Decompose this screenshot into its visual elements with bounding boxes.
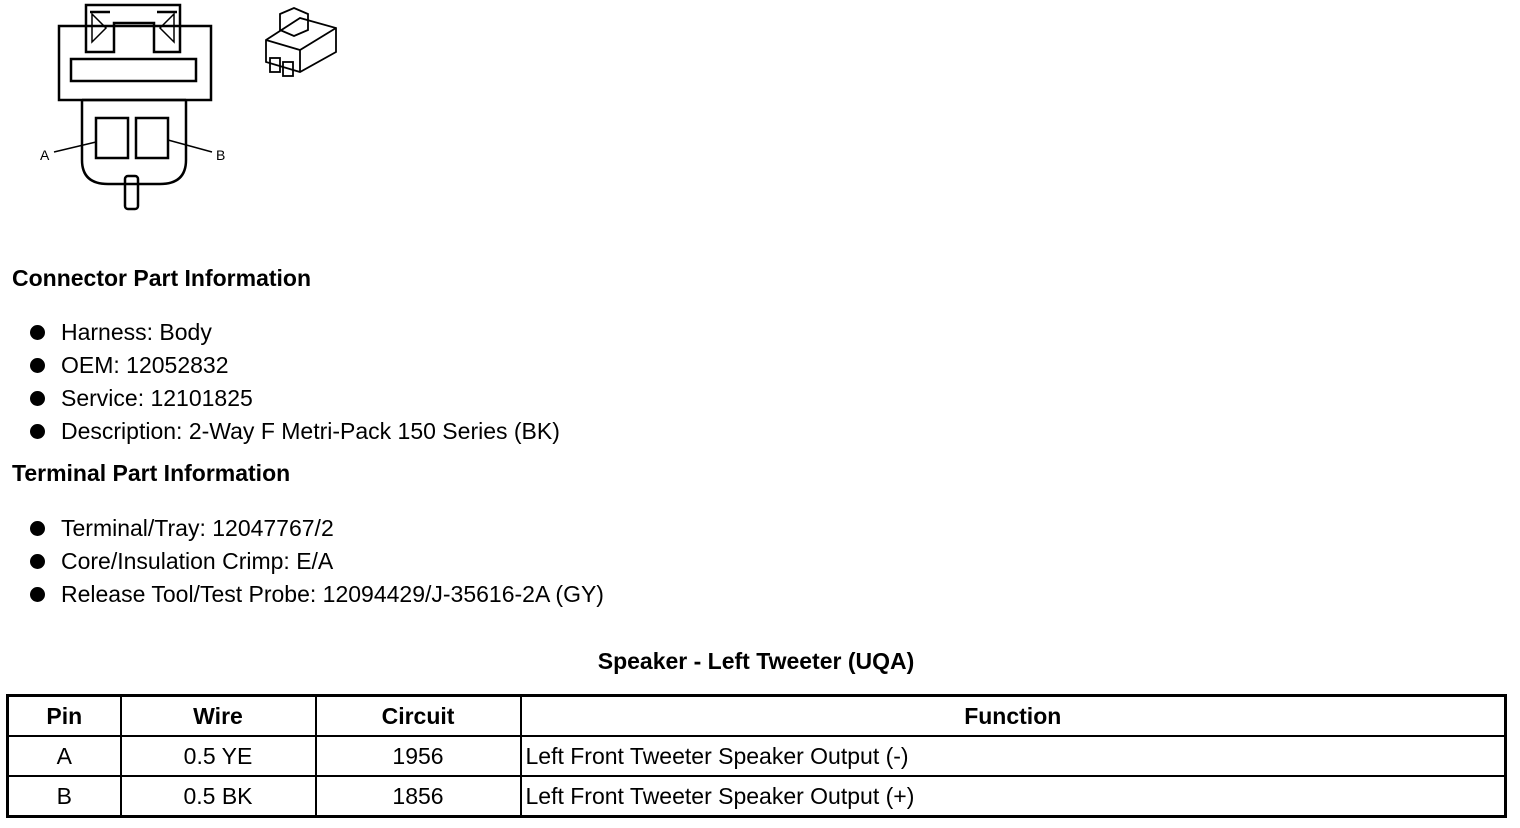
table-title: Speaker - Left Tweeter (UQA)	[597, 648, 915, 674]
bullet-icon	[30, 587, 45, 602]
list-item-text: Release Tool/Test Probe: 12094429/J-35616-2A (GY)	[61, 581, 604, 607]
cell-pin: A	[8, 736, 121, 776]
terminal-part-heading: Terminal Part Information	[12, 460, 291, 486]
cell-wire: 0.5 YE	[121, 736, 316, 776]
list-item	[30, 545, 604, 578]
table-header-row	[8, 696, 1506, 737]
pin-label-a: A	[40, 147, 50, 163]
list-item	[30, 512, 604, 545]
table-row	[8, 776, 1506, 817]
list-item	[30, 415, 560, 448]
cell-function: Left Front Tweeter Speaker Output (+)	[521, 776, 1506, 817]
pin-table	[6, 694, 1507, 818]
list-item-text: Service: 12101825	[61, 385, 253, 411]
table-row	[8, 736, 1506, 776]
bullet-icon	[30, 521, 45, 536]
cell-function: Left Front Tweeter Speaker Output (-)	[521, 736, 1506, 776]
list-item	[30, 349, 560, 382]
bullet-icon	[30, 391, 45, 406]
cell-wire: 0.5 BK	[121, 776, 316, 817]
bullet-icon	[30, 358, 45, 373]
list-item-text: Core/Insulation Crimp: E/A	[61, 548, 334, 574]
list-item-text: Harness: Body	[61, 319, 212, 345]
bullet-icon	[30, 554, 45, 569]
list-item	[30, 316, 560, 349]
bullet-icon	[30, 424, 45, 439]
header-circuit: Circuit	[316, 696, 521, 737]
terminal-part-list	[30, 512, 604, 611]
list-item-text: Terminal/Tray: 12047767/2	[61, 515, 334, 541]
cell-pin: B	[8, 776, 121, 817]
connector-face-drawing	[54, 5, 212, 209]
connector-isometric-icon	[266, 8, 336, 76]
header-wire: Wire	[121, 696, 316, 737]
pin-label-b: B	[216, 147, 226, 163]
bullet-icon	[30, 325, 45, 340]
connector-part-list	[30, 316, 560, 448]
list-item	[30, 578, 604, 611]
list-item	[30, 382, 560, 415]
connector-diagram	[0, 0, 360, 220]
cell-circuit: 1956	[316, 736, 521, 776]
header-function: Function	[521, 696, 1506, 737]
cell-circuit: 1856	[316, 776, 521, 817]
header-pin: Pin	[8, 696, 121, 737]
list-item-text: Description: 2-Way F Metri-Pack 150 Series (BK)	[61, 418, 560, 444]
list-item-text: OEM: 12052832	[61, 352, 229, 378]
connector-part-heading: Connector Part Information	[12, 265, 312, 291]
